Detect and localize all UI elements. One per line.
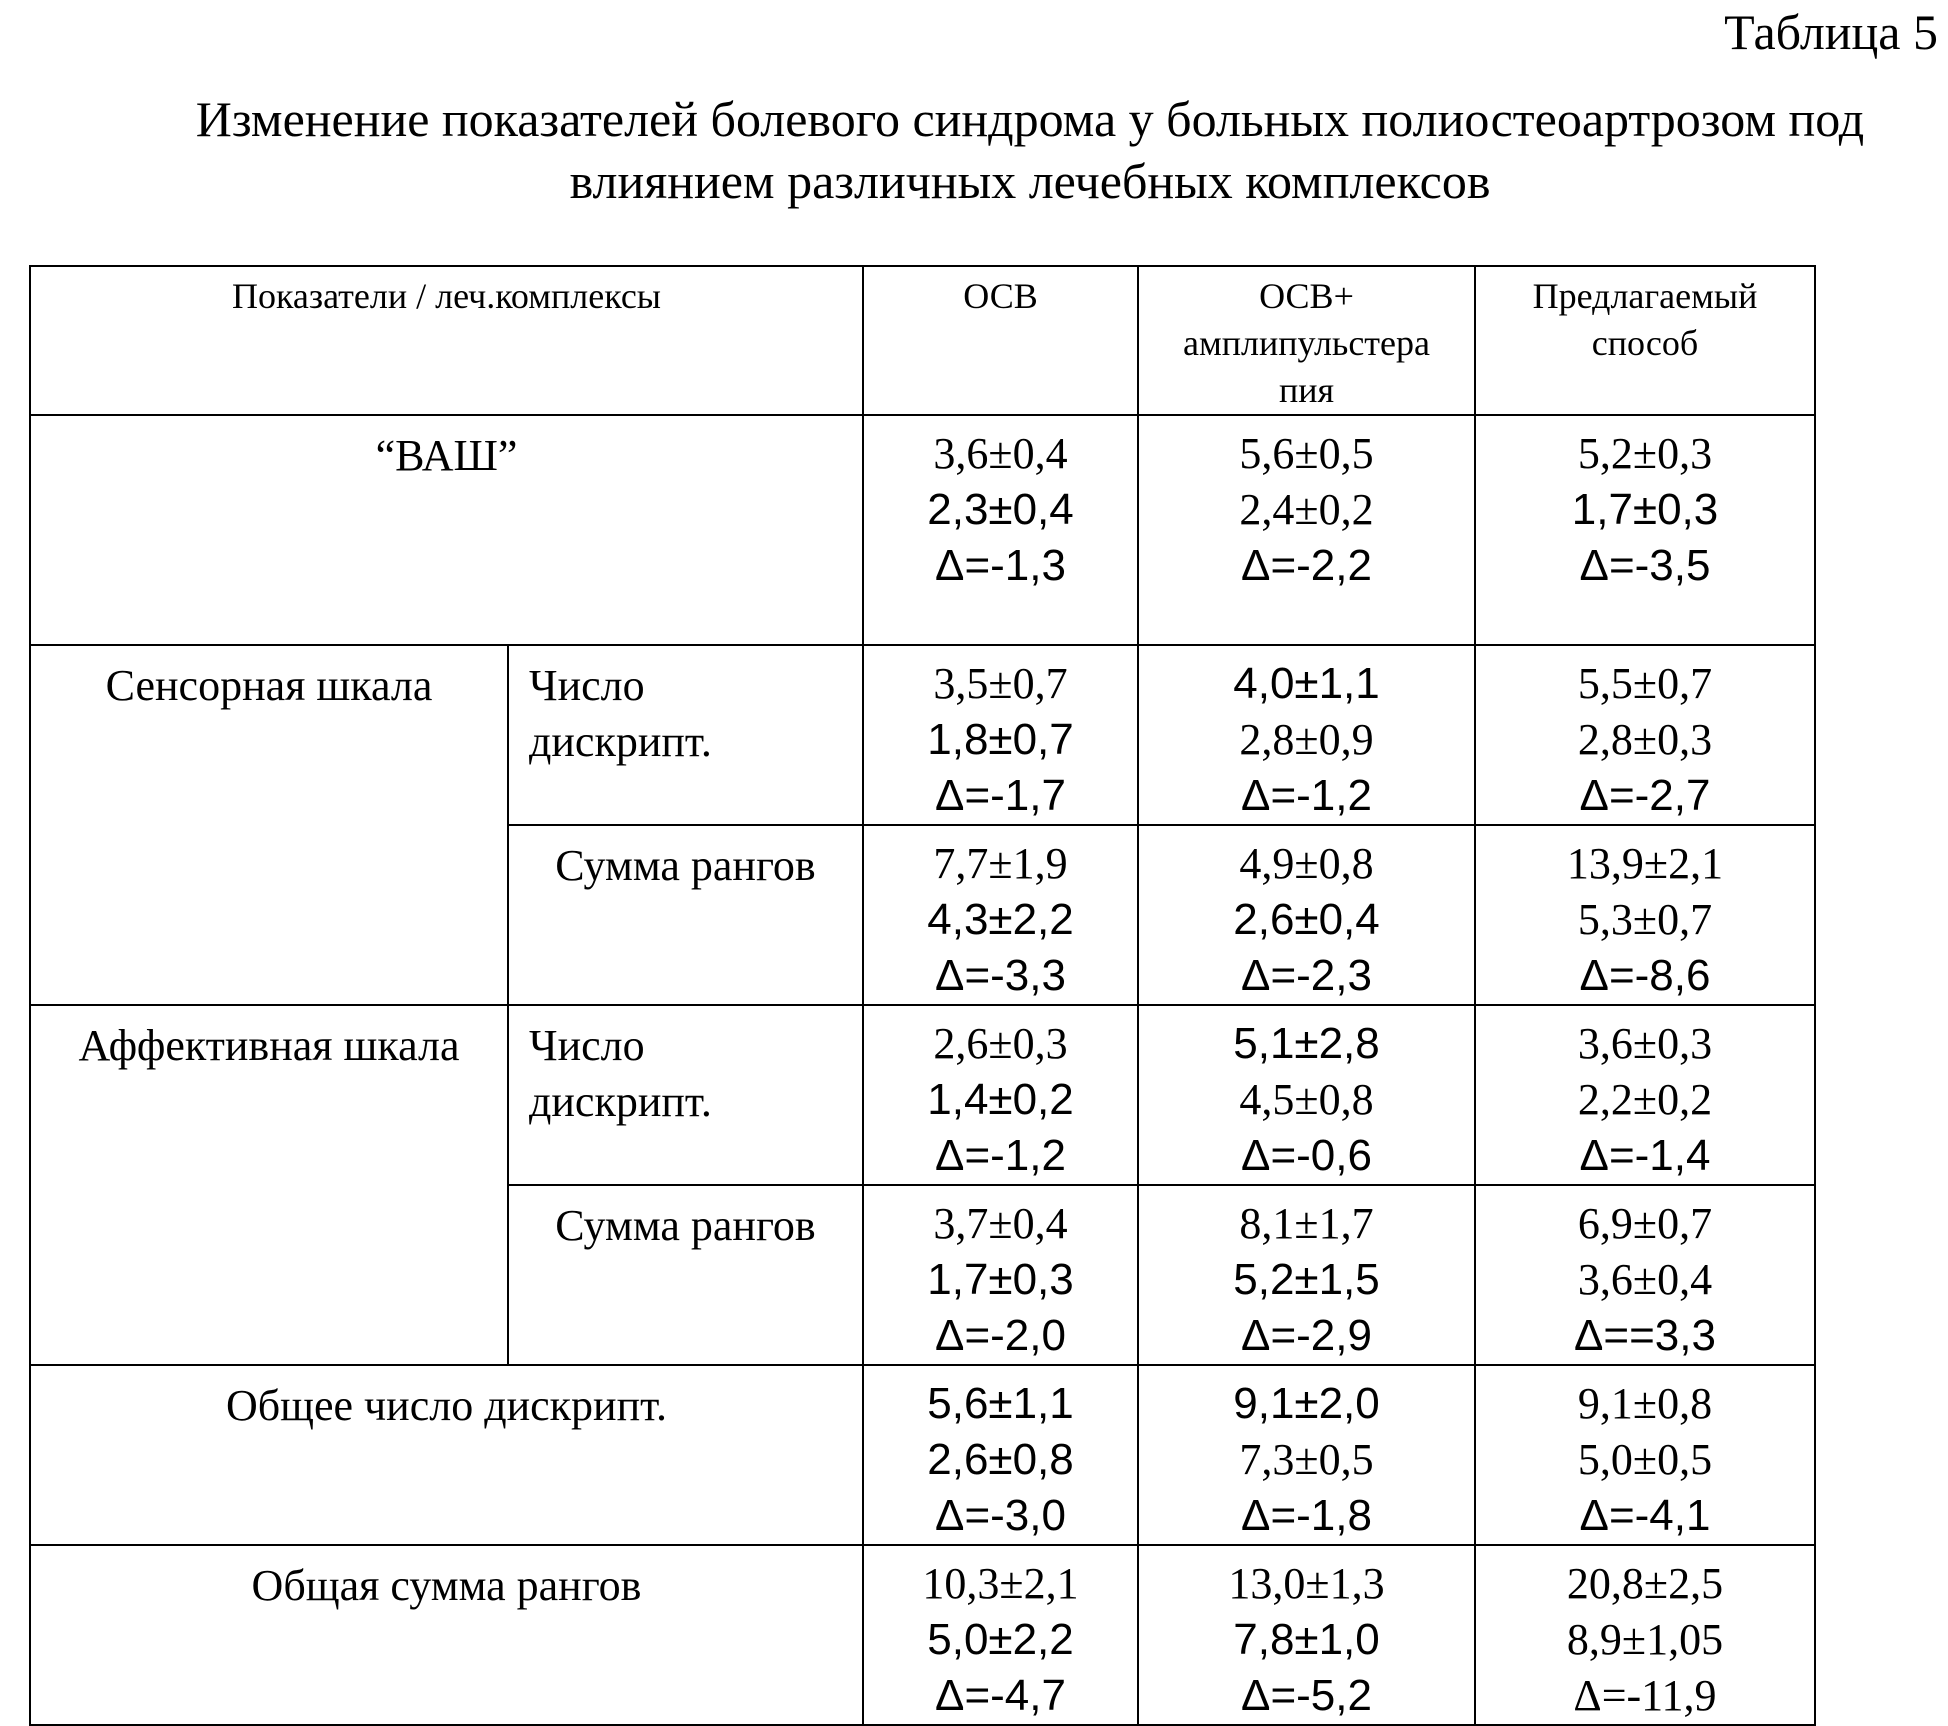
table-title: [120, 88, 1940, 212]
row-label-vash: “ВАШ”: [30, 415, 863, 645]
cell-total-count-proposed: 9,1±0,8 5,0±0,5 Δ=-4,1: [1475, 1365, 1815, 1545]
cell-total-sum-osv: 10,3±2,1 5,0±2,2 Δ=-4,7: [863, 1545, 1138, 1725]
row-label-total-sum: Общая сумма рангов: [30, 1545, 863, 1725]
header-row: [30, 266, 1815, 415]
cell-sensory-sum-osv-amplipulse: 4,9±0,8 2,6±0,4 Δ=-2,3: [1138, 825, 1475, 1005]
cell-sensory-count-osv-amplipulse: 4,0±1,1 2,8±0,9 Δ=-1,2: [1138, 645, 1475, 825]
header-indicator: Показатели / леч.комплексы: [30, 266, 863, 415]
header-osv: ОСВ: [863, 266, 1138, 415]
cell-total-count-osv: 5,6±1,1 2,6±0,8 Δ=-3,0: [863, 1365, 1138, 1545]
row-label-sensory-sum: Сумма рангов: [508, 825, 863, 1005]
table-row-total-count: [30, 1365, 1815, 1545]
cell-total-count-osv-amplipulse: 9,1±2,0 7,3±0,5 Δ=-1,8: [1138, 1365, 1475, 1545]
cell-sensory-count-proposed: 5,5±0,7 2,8±0,3 Δ=-2,7: [1475, 645, 1815, 825]
table-row-total-sum: [30, 1545, 1815, 1725]
cell-sensory-sum-proposed: 13,9±2,1 5,3±0,7 Δ=-8,6: [1475, 825, 1815, 1005]
cell-affective-count-osv: 2,6±0,3 1,4±0,2 Δ=-1,2: [863, 1005, 1138, 1185]
title-line-1: Изменение показателей болевого синдрома у больных полиостеоартрозом под: [120, 88, 1940, 150]
row-label-affective-count: Число дискрипт.: [508, 1005, 863, 1185]
table-number: Таблица 5: [1724, 2, 1938, 62]
cell-sensory-count-osv: 3,5±0,7 1,8±0,7 Δ=-1,7: [863, 645, 1138, 825]
table-row-sensory-count: [30, 645, 1815, 825]
header-osv-amplipulse: ОСВ+ амплипульстера пия: [1138, 266, 1475, 415]
header-proposed-method: Предлагаемый способ: [1475, 266, 1815, 415]
row-label-affective-sum: Сумма рангов: [508, 1185, 863, 1365]
group-label-sensory: Сенсорная шкала: [30, 645, 508, 1005]
row-label-total-count: Общее число дискрипт.: [30, 1365, 863, 1545]
cell-affective-sum-proposed: 6,9±0,7 3,6±0,4 Δ==3,3: [1475, 1185, 1815, 1365]
cell-vash-osv-amplipulse: 5,6±0,5 2,4±0,2 Δ=-2,2: [1138, 415, 1475, 645]
pain-syndrome-table: [29, 265, 1816, 1726]
cell-affective-count-osv-amplipulse: 5,1±2,8 4,5±0,8 Δ=-0,6: [1138, 1005, 1475, 1185]
cell-vash-proposed: 5,2±0,3 1,7±0,3 Δ=-3,5: [1475, 415, 1815, 645]
cell-vash-osv: 3,6±0,4 2,3±0,4 Δ=-1,3: [863, 415, 1138, 645]
row-label-sensory-count: Число дискрипт.: [508, 645, 863, 825]
cell-affective-sum-osv: 3,7±0,4 1,7±0,3 Δ=-2,0: [863, 1185, 1138, 1365]
table-row-affective-count: [30, 1005, 1815, 1185]
table-row-vash: [30, 415, 1815, 645]
cell-total-sum-osv-amplipulse: 13,0±1,3 7,8±1,0 Δ=-5,2: [1138, 1545, 1475, 1725]
cell-affective-sum-osv-amplipulse: 8,1±1,7 5,2±1,5 Δ=-2,9: [1138, 1185, 1475, 1365]
group-label-affective: Аффективная шкала: [30, 1005, 508, 1365]
cell-sensory-sum-osv: 7,7±1,9 4,3±2,2 Δ=-3,3: [863, 825, 1138, 1005]
cell-total-sum-proposed: 20,8±2,5 8,9±1,05 Δ=-11,9: [1475, 1545, 1815, 1725]
title-line-2: влиянием различных лечебных комплексов: [120, 150, 1940, 212]
cell-affective-count-proposed: 3,6±0,3 2,2±0,2 Δ=-1,4: [1475, 1005, 1815, 1185]
